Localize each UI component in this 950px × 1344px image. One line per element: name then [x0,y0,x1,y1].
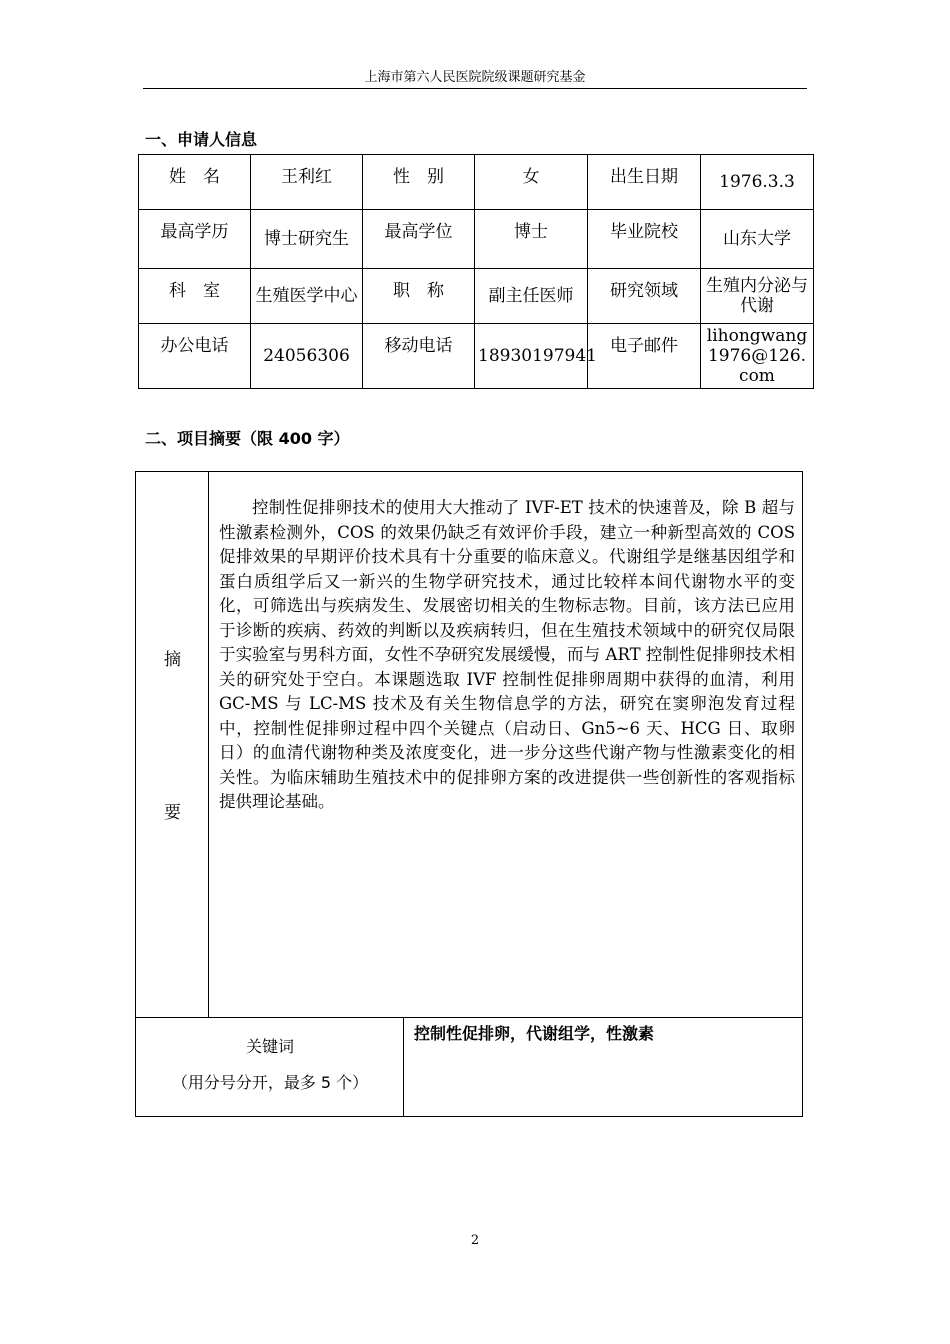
table-row [139,269,814,324]
value-title: 副主任医师 [475,269,588,324]
value-office-phone: 24056306 [251,324,363,389]
value-birth-date: 1976.3.3 [701,155,814,210]
abstract-label-column [136,472,209,1017]
label-mobile-phone: 移动电话 [363,324,475,389]
keywords-label: 关键词 [245,1037,294,1056]
keywords-value: 控制性促排卵，代谢组学，性激素 [414,1024,655,1043]
label-office-phone: 办公电话 [139,324,251,389]
label-name: 姓 名 [139,155,251,210]
abstract-label-char-1: 摘 [164,650,181,670]
section-title-project-abstract: 二、项目摘要（限 400 字） [145,429,350,448]
value-mobile-phone: 18930197941 [475,324,588,389]
keywords-hint: （用分号分开，最多 5 个） [171,1073,369,1092]
value-research-field: 生殖内分泌与代谢 [701,269,814,324]
applicant-info-table [138,154,814,389]
label-title: 职 称 [363,269,475,324]
table-row [139,324,814,389]
abstract-box [135,471,803,1117]
table-row [139,210,814,269]
label-birth-date: 出生日期 [588,155,701,210]
value-education: 博士研究生 [251,210,363,269]
page-number: 2 [470,1233,480,1248]
label-email: 电子邮件 [588,324,701,389]
label-education: 最高学历 [139,210,251,269]
abstract-label-char-2: 要 [164,803,181,823]
label-gender: 性 别 [363,155,475,210]
abstract-text: 控制性促排卵技术的使用大大推动了 IVF-ET 技术的快速普及，除 B 超与性激素检测外，COS 的效果仍缺乏有效评价手段，建立一种新型高效的 COS 促排效果的早期评价技术具有十分重要的临床意义。代谢组学是继基因组学和蛋白质组学后又一新兴的生物学研究技术，通过比较样本间代谢物水平的变化，可筛选出与疾病发生、发展密切相关的生物标志物。目前，该方法已应用于诊断的疾病、药效的判断以及疾病转归，但在生殖技术领域中的研究仅局限于实验室与男科方面，女性不孕研究发展缓慢，而与 ART 控制性促排卵技术相关的研究处于空白。本课题选取 IVF 控制性促排卵周期中获得的血清，利用 GC-MS 与 LC-MS 技术及有关生物信息学的方法，研究在窦卵泡发育过程中，控制性促排卵过程中四个关键点（启动日、Gn5~6 天、HCG 日、取卵日）的血清代谢物种类及浓度变化，进一步分这些代谢产物与性激素变化的相关性。为临床辅助生殖技术中的促排卵方案的改进提供一些创新性的客观指标提供理论基础。 [219,498,795,811]
value-degree: 博士 [475,210,588,269]
value-department: 生殖医学中心 [251,269,363,324]
label-research-field: 研究领域 [588,269,701,324]
keywords-row [136,1017,802,1116]
value-gender: 女 [475,155,588,210]
label-department: 科 室 [139,269,251,324]
value-email: lihongwang1976@126.com [701,324,814,389]
label-degree: 最高学位 [363,210,475,269]
value-name: 王利红 [251,155,363,210]
table-row [139,155,814,210]
section-title-applicant-info: 一、申请人信息 [145,130,258,149]
label-school: 毕业院校 [588,210,701,269]
page-header: 上海市第六人民医院院级课题研究基金 [143,66,807,89]
keywords-label-cell [136,1018,404,1116]
value-school: 山东大学 [701,210,814,269]
